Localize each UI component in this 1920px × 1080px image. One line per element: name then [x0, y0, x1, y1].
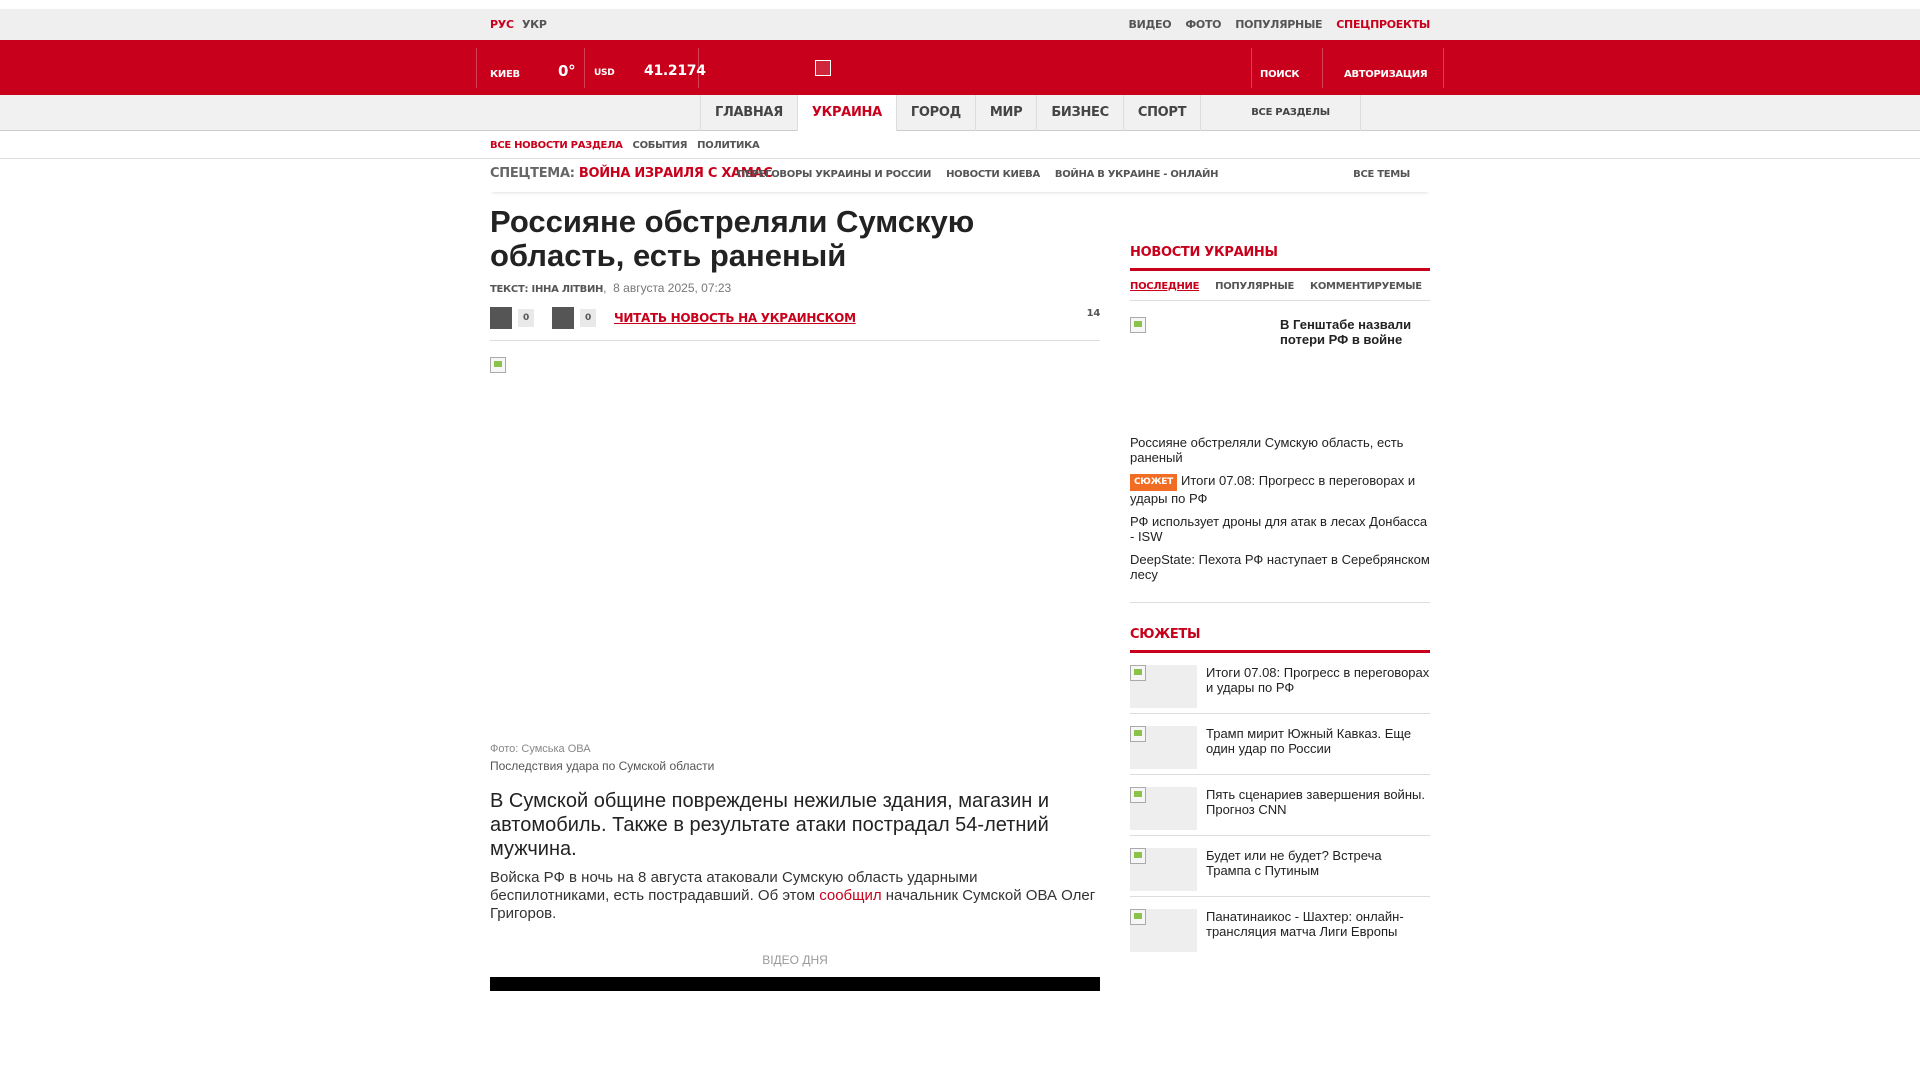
comments-count[interactable]: 14 — [1086, 308, 1100, 319]
story-title[interactable]: Панатинаикос - Шахтер: онлайн-трансляция матча Лиги Европы — [1206, 909, 1404, 939]
broken-image-icon — [490, 357, 506, 373]
temperature: 0° — [558, 62, 576, 80]
photo-credit: Фото: Сумська ОВА — [490, 743, 591, 755]
list-item[interactable]: РФ использует дроны для атак в лесах Донбасса - ISW — [1130, 514, 1428, 544]
story-thumbnail[interactable] — [1130, 665, 1197, 708]
photo-link[interactable]: ФОТО — [1185, 18, 1222, 31]
divider — [476, 48, 477, 88]
body-text: Войска РФ в ночь на 8 августа атаковали Сумскую область ударными беспилотниками, есть пострадавший. Об этом — [490, 869, 978, 904]
broken-image-icon — [1130, 665, 1146, 681]
broken-image-icon — [1130, 787, 1146, 803]
nav-item-business[interactable]: БИЗНЕС — [1036, 95, 1123, 131]
subnav-all-news[interactable]: ВСЕ НОВОСТИ РАЗДЕЛА — [490, 140, 623, 151]
article-tools — [490, 307, 1100, 341]
list-item[interactable] — [1130, 473, 1430, 506]
search-button[interactable]: ПОИСК — [1260, 69, 1300, 80]
city-label: КИЕВ — [490, 69, 520, 80]
story-title[interactable]: Пять сценариев завершения войны. Прогноз CNN — [1206, 787, 1425, 817]
stories-heading[interactable]: СЮЖЕТЫ — [1130, 627, 1430, 653]
story-title[interactable]: Трамп мирит Южный Кавказ. Еще один удар по России — [1206, 726, 1412, 756]
divider — [1130, 602, 1430, 603]
author-prefix: ТЕКСТ: — [490, 284, 529, 295]
special-topic-label: СПЕЦТЕМА: — [490, 166, 575, 181]
divider — [1251, 48, 1252, 88]
all-topics-link[interactable]: ВСЕ ТЕМЫ — [1353, 169, 1410, 180]
nav-item-world[interactable]: МИР — [975, 95, 1036, 131]
list-item[interactable]: Россияне обстреляли Сумскую область, есть раненый — [1130, 435, 1404, 465]
ukraine-news-heading[interactable]: НОВОСТИ УКРАИНЫ — [1130, 245, 1430, 271]
subnav-events[interactable]: СОБЫТИЯ — [632, 140, 688, 151]
story-item[interactable] — [1130, 897, 1430, 958]
article-title: Россияне обстреляли Сумскую область, есть раненый — [490, 204, 975, 273]
share-count: 0 — [580, 309, 596, 327]
article-photo — [490, 357, 1100, 741]
top-links — [1129, 18, 1430, 31]
facebook-share-icon[interactable] — [490, 307, 512, 329]
story-item[interactable] — [1130, 714, 1430, 775]
broken-image-icon — [1130, 909, 1146, 925]
video-player[interactable] — [490, 977, 1100, 991]
sub-nav — [0, 131, 1920, 159]
story-item[interactable] — [1130, 836, 1430, 897]
story-thumbnail[interactable] — [1130, 909, 1197, 952]
nav-item-all-sections[interactable]: ВСЕ РАЗДЕЛЫ — [1200, 95, 1361, 131]
special-topic — [490, 166, 772, 181]
special-projects-link[interactable]: СПЕЦПРОЕКТЫ — [1336, 18, 1430, 31]
subnav-politics[interactable]: ПОЛИТИКА — [697, 140, 760, 151]
article-lead: В Сумской общине повреждены нежилые здания, магазин и автомобиль. Также в результате атаки пострадал 54-летний мужчина. — [490, 790, 1050, 860]
list-item-text[interactable]: Итоги 07.08: Прогресс в переговорах и удары по РФ — [1130, 473, 1416, 506]
news-tabs — [1130, 271, 1430, 301]
read-in-ukrainian-link[interactable]: ЧИТАТЬ НОВОСТЬ НА УКРАИНСКОМ — [614, 311, 856, 325]
special-topics-bar — [490, 162, 1430, 192]
nav-item-city[interactable]: ГОРОД — [896, 95, 975, 131]
broken-image-icon — [1130, 848, 1146, 864]
broken-image-icon — [1130, 317, 1146, 333]
divider — [698, 48, 699, 88]
site-logo[interactable] — [815, 60, 831, 76]
topic-negotiations[interactable]: ПЕРЕГОВОРЫ УКРАИНЫ И РОССИИ — [737, 169, 932, 180]
story-badge: СЮЖЕТ — [1130, 474, 1177, 491]
sidebar — [1130, 245, 1430, 958]
body-text: начальник Сумской ОВА Олег Григоров. — [490, 887, 1096, 922]
login-button[interactable]: АВТОРИЗАЦИЯ — [1344, 69, 1428, 80]
nav-item-sport[interactable]: СПОРТ — [1123, 95, 1200, 131]
divider — [1443, 48, 1444, 88]
list-item[interactable]: DeepState: Пехота РФ наступает в Серебрянском лесу — [1130, 552, 1430, 582]
story-thumbnail[interactable] — [1130, 848, 1197, 891]
currency-label: USD — [594, 68, 615, 78]
share-count: 0 — [518, 309, 534, 327]
story-title[interactable]: Итоги 07.08: Прогресс в переговорах и удары по РФ — [1206, 665, 1430, 695]
photo-caption: Последствия удара по Сумской области — [490, 759, 715, 773]
lang-ua-link[interactable]: УКР — [522, 18, 547, 31]
tab-latest[interactable]: ПОСЛЕДНИЕ — [1130, 281, 1200, 292]
publish-date: 8 августа 2025, 07:23 — [613, 281, 732, 295]
story-thumbnail[interactable] — [1130, 726, 1197, 769]
article — [490, 205, 1100, 991]
currency-rate: 41.2174 — [644, 63, 706, 79]
popular-link[interactable]: ПОПУЛЯРНЫЕ — [1235, 18, 1323, 31]
story-title[interactable]: Будет или не будет? Встреча Трампа с Путиным — [1206, 848, 1382, 878]
lang-ru-link[interactable]: РУС — [490, 18, 514, 31]
special-topic-link[interactable]: ВОЙНА ИЗРАИЛЯ С ХАМАС — [578, 166, 773, 181]
story-item[interactable] — [1130, 653, 1430, 714]
video-link[interactable]: ВИДЕО — [1128, 18, 1172, 31]
byline: ТЕКСТ: ІННА ЛІТВИН, 8 августа 2025, 07:23 — [490, 281, 732, 295]
story-item[interactable] — [1130, 775, 1430, 836]
featured-news[interactable] — [1130, 317, 1430, 435]
video-of-day-label: ВІДЕО ДНЯ — [762, 953, 828, 967]
twitter-share-icon[interactable] — [552, 307, 574, 329]
news-list — [1130, 435, 1430, 582]
topic-kyiv-news[interactable]: НОВОСТИ КИЕВА — [946, 169, 1040, 180]
author-link[interactable]: ІННА ЛІТВИН — [531, 284, 604, 295]
article-body — [490, 869, 1100, 923]
tab-commented[interactable]: КОММЕНТИРУЕМЫЕ — [1309, 281, 1422, 292]
story-thumbnail[interactable] — [1130, 787, 1197, 830]
source-link[interactable]: сообщил — [819, 887, 882, 904]
main-nav — [0, 95, 1920, 131]
broken-image-icon — [1130, 726, 1146, 742]
header — [0, 40, 1920, 95]
tab-popular[interactable]: ПОПУЛЯРНЫЕ — [1215, 281, 1294, 292]
top-bar — [0, 9, 1920, 40]
featured-news-title[interactable]: В Генштабе назвали потери РФ в войне — [1280, 317, 1412, 347]
nav-item-home[interactable]: ГЛАВНАЯ — [700, 95, 797, 131]
topic-war-online[interactable]: ВОЙНА В УКРАИНЕ - ОНЛАЙН — [1054, 169, 1219, 180]
divider — [584, 48, 585, 88]
divider — [1322, 48, 1323, 88]
nav-item-ukraine[interactable]: УКРАИНА — [797, 95, 896, 131]
